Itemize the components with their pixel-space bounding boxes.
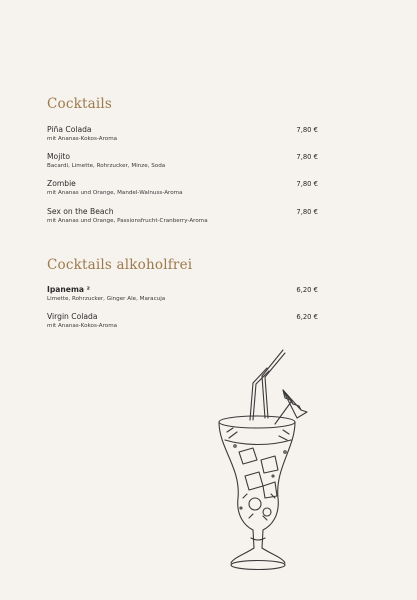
item-price: 6,20 € [296,286,318,294]
item-name: Zombie [47,179,76,188]
menu-item-virgin-colada [47,312,318,330]
menu-item-pina-colada [47,125,318,143]
item-description: Bacardi, Limette, Rohrzucker, Minze, Soda [47,163,166,169]
section-title-cocktails-alkoholfrei: Cocktails alkoholfrei [47,257,193,273]
menu-item-sex-on-the-beach [47,207,318,225]
item-description: mit Ananas-Kokos-Aroma [47,136,118,142]
item-name: Piña Colada [47,125,92,134]
item-description: mit Ananas und Orange, Passionsfrucht-Cranberry-Aroma [47,218,208,224]
item-price: 7,80 € [296,153,318,161]
item-name: Virgin Colada [47,312,98,321]
cocktail-glass-icon [205,348,315,578]
item-name: Mojito [47,152,71,161]
menu-item-ipanema [47,285,318,303]
cocktail-glass-illustration [205,348,315,582]
item-name: Sex on the Beach [47,207,114,216]
menu-item-zombie [47,179,318,197]
item-price: 7,80 € [296,208,318,216]
item-price: 6,20 € [296,313,318,321]
item-description: mit Ananas und Orange, Mandel-Walnuss-Aroma [47,190,183,196]
item-price: 7,80 € [296,180,318,188]
item-description: mit Ananas-Kokos-Aroma [47,323,118,329]
item-description: Limette, Rohrzucker, Ginger Ale, Maracuja [47,296,166,302]
item-price: 7,80 € [296,126,318,134]
section-title-cocktails: Cocktails [47,96,113,112]
menu-item-mojito [47,152,318,170]
item-name: Ipanema ² [47,285,90,294]
